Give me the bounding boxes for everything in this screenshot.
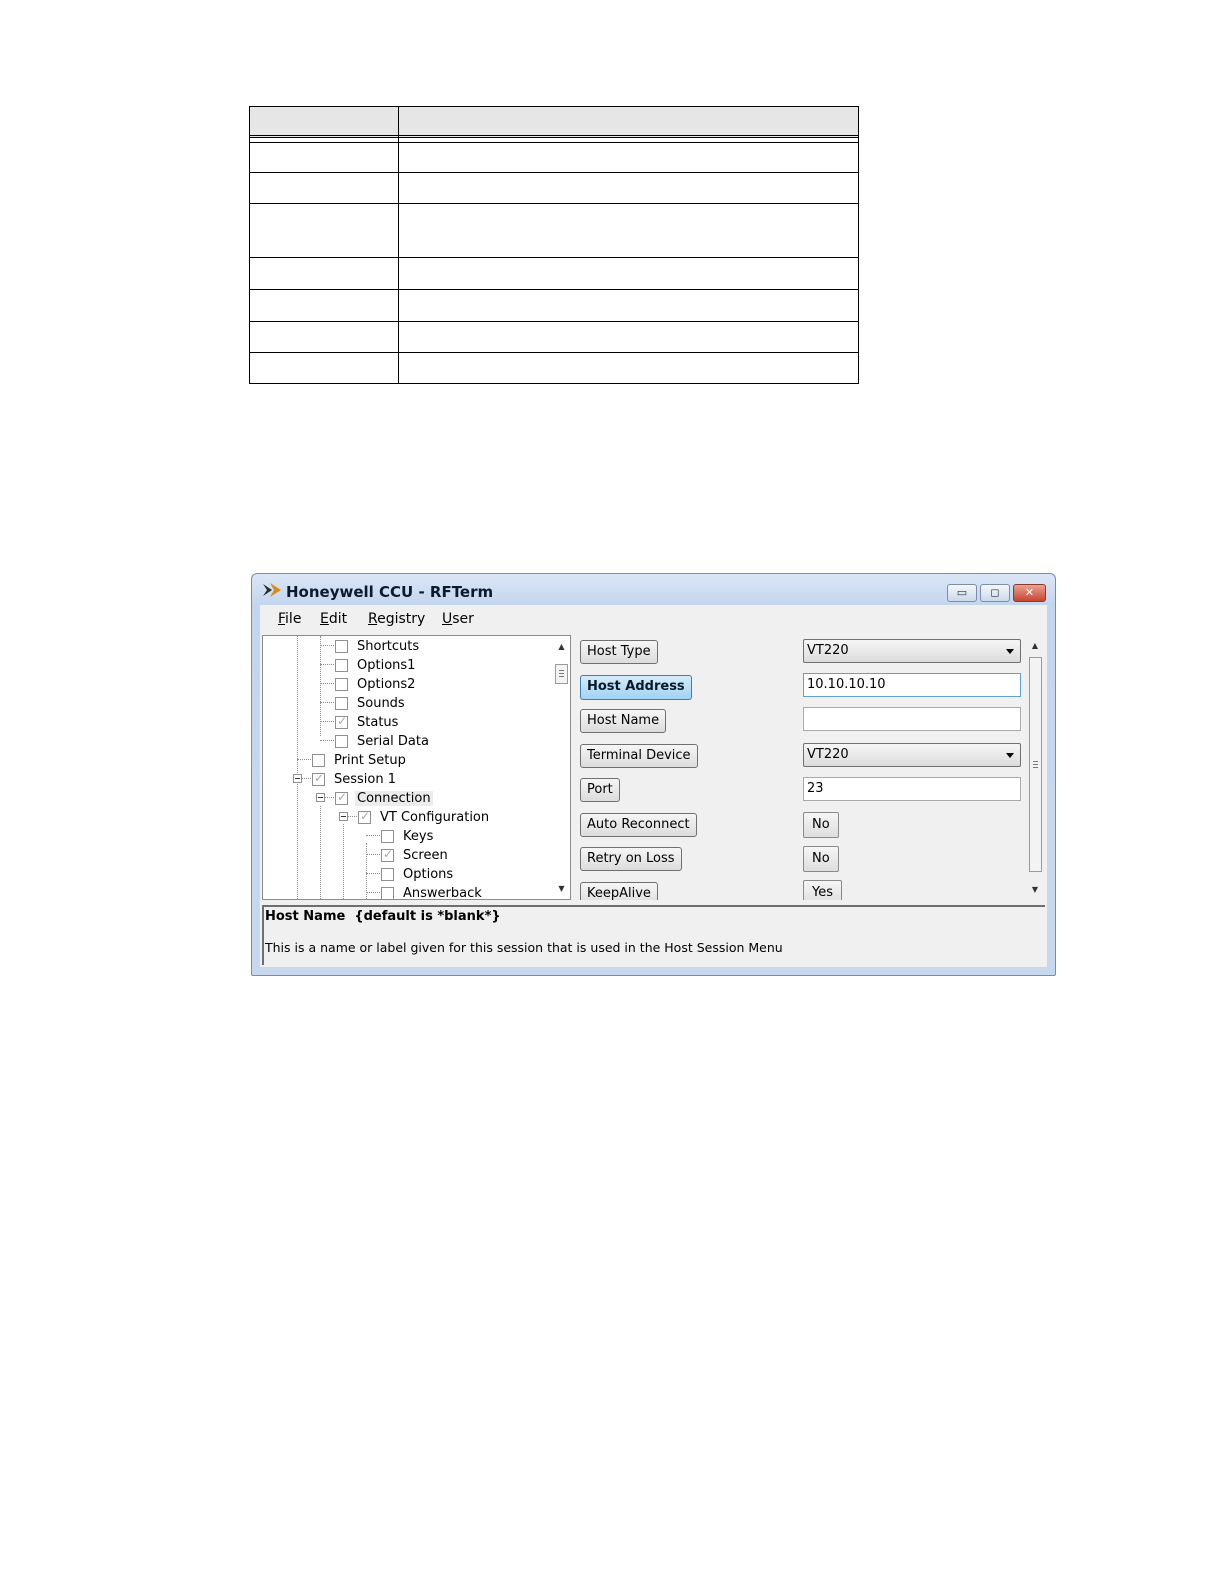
- scroll-down-arrow-icon[interactable]: ▼: [1031, 885, 1039, 894]
- tree-guide-line: [297, 759, 311, 760]
- maximize-button[interactable]: [980, 584, 1010, 602]
- tree-item-label: Session 1: [334, 772, 397, 787]
- keepalive-button[interactable]: KeepAlive: [580, 882, 658, 900]
- tree-item-label: Sounds: [357, 696, 405, 711]
- checkbox-checked-icon[interactable]: [381, 849, 394, 862]
- checkbox-icon[interactable]: [335, 678, 348, 691]
- table-row: [250, 289, 858, 290]
- table-row: [250, 257, 858, 258]
- title-bar[interactable]: [252, 574, 1055, 606]
- host-type-select[interactable]: [803, 639, 1021, 663]
- scroll-up-arrow-icon[interactable]: ▲: [558, 642, 565, 651]
- host-type-value: VT220: [807, 643, 849, 658]
- tree-item-label: VT Configuration: [380, 810, 490, 825]
- chevron-down-icon: [1006, 753, 1014, 758]
- tree-item-label: Options1: [357, 658, 416, 673]
- close-icon: ✕: [1024, 586, 1035, 599]
- minimize-icon: ▭: [956, 586, 968, 599]
- tree-guide-line: [320, 806, 321, 900]
- grip-line: [559, 673, 564, 674]
- checkbox-icon[interactable]: [335, 640, 348, 653]
- table-row: [250, 142, 858, 143]
- rfterm-window: [251, 573, 1056, 976]
- checkbox-icon[interactable]: [335, 659, 348, 672]
- tree-guide-line: [320, 740, 334, 741]
- tree-guide-line: [320, 645, 334, 646]
- table-row: [250, 203, 858, 204]
- terminal-device-value: VT220: [807, 747, 849, 762]
- checkbox-icon[interactable]: [312, 754, 325, 767]
- checkbox-checked-icon[interactable]: [335, 792, 348, 805]
- close-button[interactable]: [1013, 584, 1046, 602]
- tree-item-label: Print Setup: [334, 753, 406, 768]
- tree-guide-line: [320, 702, 334, 703]
- minimize-button[interactable]: [947, 584, 977, 602]
- tree-guide-line: [320, 683, 334, 684]
- retry-on-loss-button[interactable]: Retry on Loss: [580, 847, 682, 871]
- description-pane: [262, 905, 1045, 965]
- maximize-icon: ◻: [990, 586, 1000, 599]
- tree-guide-line: [320, 664, 334, 665]
- tree-guide-line: [302, 778, 311, 779]
- menu-user[interactable]: User: [442, 611, 474, 627]
- table-header-row: [250, 107, 858, 138]
- tree-item-label: Options2: [357, 677, 416, 692]
- tree-guide-line: [366, 892, 380, 893]
- grip-line: [1033, 764, 1038, 765]
- tree-item-label: Connection: [357, 791, 431, 806]
- grip-line: [559, 676, 564, 677]
- checkbox-checked-icon[interactable]: [335, 716, 348, 729]
- terminal-device-select[interactable]: [803, 743, 1021, 767]
- port-button[interactable]: Port: [580, 778, 620, 802]
- auto-reconnect-button[interactable]: Auto Reconnect: [580, 813, 697, 837]
- tree-guide-line: [366, 854, 380, 855]
- host-address-button[interactable]: Host Address: [580, 675, 692, 700]
- terminal-device-button[interactable]: Terminal Device: [580, 744, 698, 768]
- checkbox-icon[interactable]: [381, 830, 394, 843]
- retry-on-loss-toggle[interactable]: No: [803, 846, 839, 872]
- window-client-area: [260, 605, 1047, 967]
- table-row: [250, 172, 858, 173]
- properties-scrollbar[interactable]: [1026, 635, 1044, 900]
- tree-guide-line: [297, 636, 298, 900]
- checkbox-icon[interactable]: [381, 868, 394, 881]
- port-field[interactable]: 23: [803, 777, 1021, 801]
- connection-properties-panel: [576, 635, 1047, 900]
- table-row: [250, 321, 858, 322]
- chevron-down-icon: [1006, 649, 1014, 654]
- host-address-field[interactable]: 10.10.10.10: [803, 673, 1021, 697]
- tree-guide-line: [343, 824, 344, 900]
- description-text: This is a name or label given for this session that is used in the Host Session Menu: [265, 940, 783, 955]
- collapse-connection-icon[interactable]: [316, 793, 325, 802]
- scroll-thumb[interactable]: [555, 664, 568, 684]
- host-type-button[interactable]: Host Type: [580, 640, 658, 664]
- tree-guide-line: [325, 797, 334, 798]
- grip-line: [1033, 767, 1038, 768]
- scroll-up-arrow-icon[interactable]: ▲: [1031, 641, 1039, 650]
- tree-item-label: Screen: [403, 848, 448, 863]
- checkbox-checked-icon[interactable]: [312, 773, 325, 786]
- tree-item-label: Serial Data: [357, 734, 429, 749]
- grip-line: [1033, 761, 1038, 762]
- checkbox-icon[interactable]: [335, 735, 348, 748]
- scroll-thumb[interactable]: [1029, 657, 1042, 872]
- tree-scrollbar[interactable]: [553, 636, 570, 899]
- menu-registry[interactable]: Registry: [368, 611, 426, 627]
- auto-reconnect-toggle[interactable]: No: [803, 812, 839, 838]
- table-column-divider: [398, 107, 399, 383]
- tree-item-label: Shortcuts: [357, 639, 420, 654]
- collapse-vt-configuration-icon[interactable]: [339, 812, 348, 821]
- tree-item-label: Status: [357, 715, 399, 730]
- keepalive-toggle[interactable]: Yes: [803, 880, 842, 900]
- menu-bar: [260, 605, 1047, 633]
- checkbox-icon[interactable]: [335, 697, 348, 710]
- honeywell-logo-icon: [262, 582, 282, 598]
- grip-line: [559, 670, 564, 671]
- tree-item-label: Answerback: [403, 886, 482, 900]
- menu-file[interactable]: File: [278, 611, 302, 627]
- description-title: Host Name {default is *blank*}: [265, 909, 501, 924]
- tree-guide-line: [348, 816, 357, 817]
- document-table: [249, 106, 859, 384]
- tree-guide-line: [366, 873, 380, 874]
- checkbox-checked-icon[interactable]: [358, 811, 371, 824]
- tree-guide-line: [320, 721, 334, 722]
- scroll-down-arrow-icon[interactable]: ▼: [558, 884, 565, 893]
- collapse-session-1-icon[interactable]: [293, 774, 302, 783]
- table-row: [250, 352, 858, 353]
- menu-edit[interactable]: Edit: [320, 611, 348, 627]
- tree-item-label: Options: [403, 867, 454, 882]
- host-name-field[interactable]: [803, 707, 1021, 731]
- host-name-button[interactable]: Host Name: [580, 709, 666, 733]
- tree-guide-line: [366, 835, 380, 836]
- settings-tree[interactable]: [262, 635, 571, 900]
- checkbox-icon[interactable]: [381, 887, 394, 900]
- tree-item-label: Keys: [403, 829, 434, 844]
- window-title: Honeywell CCU - RFTerm: [286, 583, 494, 601]
